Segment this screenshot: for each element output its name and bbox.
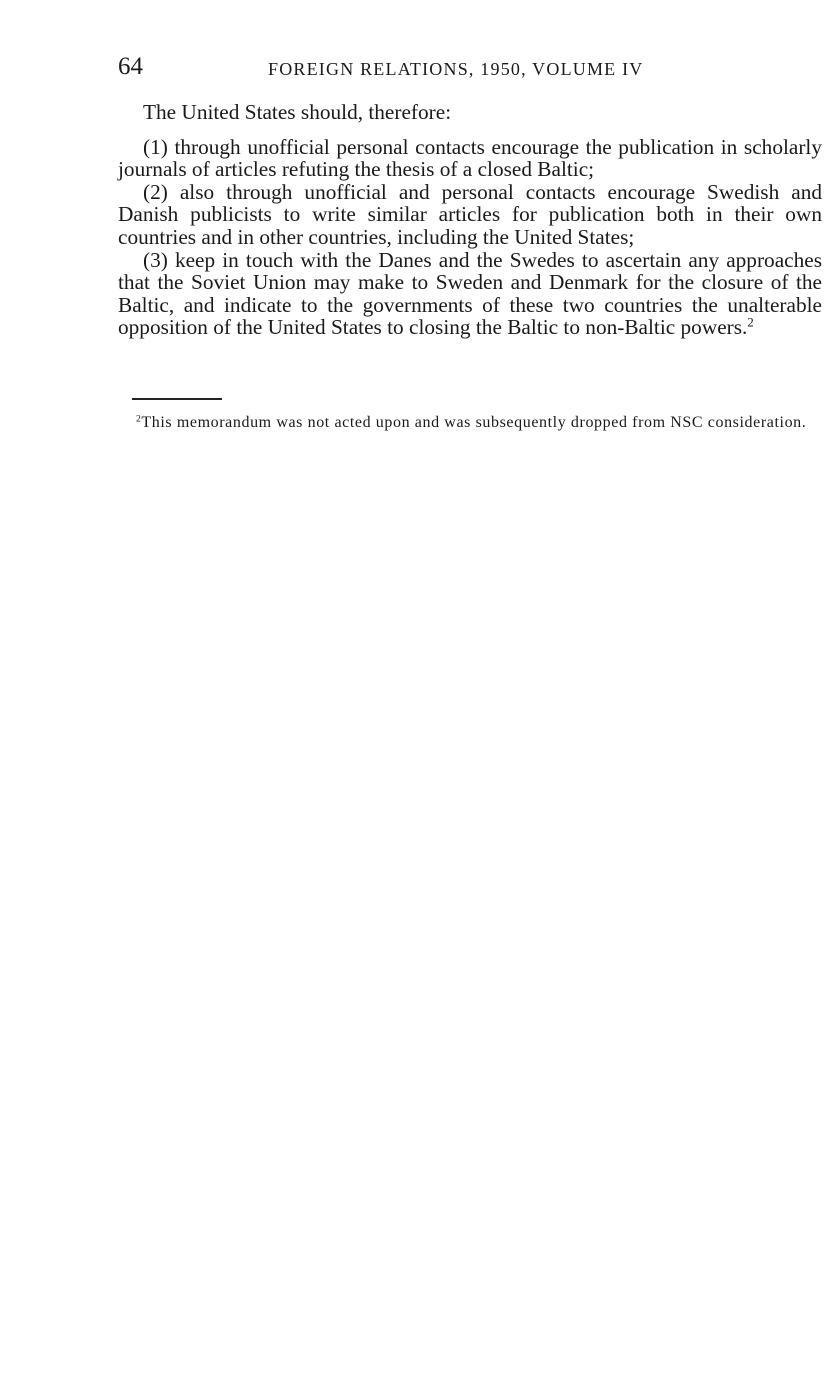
body-text (118, 101, 822, 339)
page-header (118, 52, 822, 86)
page-number: 64 (118, 53, 143, 80)
footnote-divider (132, 398, 222, 400)
running-head: FOREIGN RELATIONS, 1950, VOLUME IV (268, 59, 644, 79)
footnote (118, 413, 822, 432)
lead-paragraph: The United States should, therefore: (143, 100, 452, 124)
recommendation-3 (118, 249, 822, 339)
footnote-marker: 2 (136, 413, 142, 425)
recommendation-2: (2) also through unofficial and personal contacts encourage Swedish and Danish publicists to write similar articles for publication both in their own countries and in other countries, including the United States; (118, 179, 822, 249)
footnote-reference: 2 (747, 315, 754, 330)
footnote-text: This memorandum was not acted upon and was subsequently dropped from NSC consideration. (141, 414, 807, 431)
recommendation-1: (1) through unofficial personal contacts encourage the publication in scholarly journals of articles refuting the thesis of a closed Baltic; (118, 134, 822, 182)
recommendation-3-text: (3) keep in touch with the Danes and the Swedes to ascertain any approaches that the Soviet Union may make to Sweden and Denmark for the closure of the Baltic, and indicate to the governments of these two countries the unalterable opposition of the United States to closing the Baltic to non-Baltic powers. (118, 247, 822, 340)
